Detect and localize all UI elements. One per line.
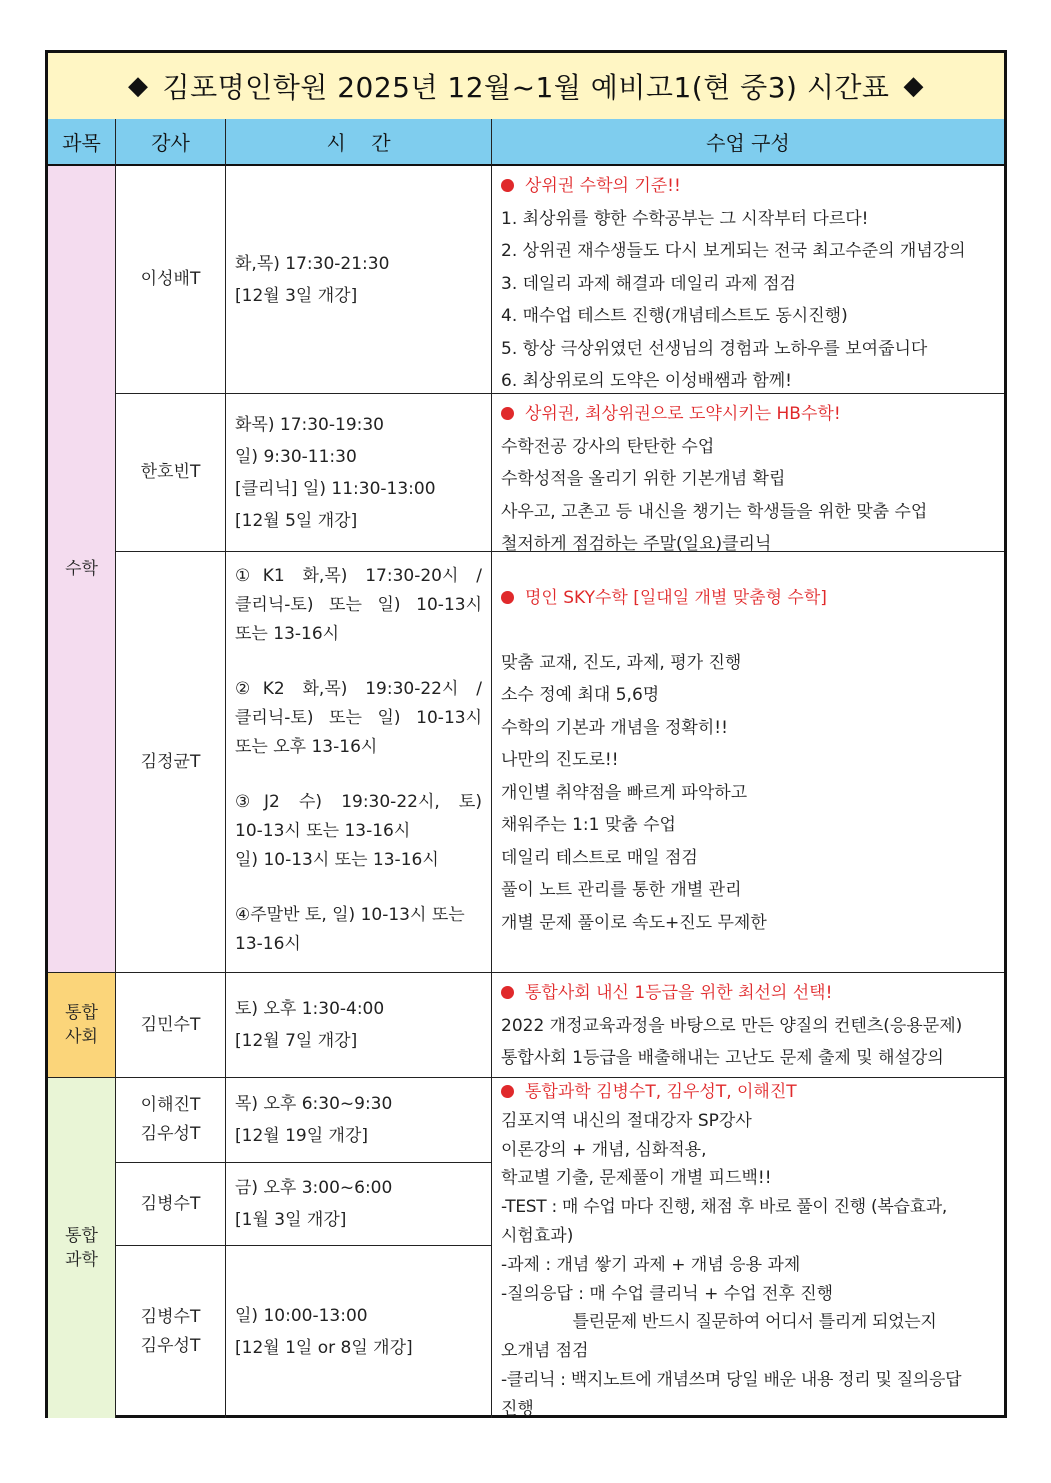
content-line: 3. 데일리 과제 해결과 데일리 과제 점검 bbox=[501, 273, 796, 294]
time-line: [12월 19일 개강] bbox=[235, 1126, 369, 1146]
content-science bbox=[492, 1078, 1004, 1418]
teacher-r5 bbox=[116, 1078, 226, 1163]
bullet-dot-icon bbox=[501, 591, 514, 604]
content-r1 bbox=[492, 166, 1004, 394]
timetable bbox=[45, 50, 1007, 1418]
time-line: [1월 3일 개강] bbox=[235, 1210, 347, 1230]
bullet-dot-icon bbox=[501, 1085, 514, 1098]
teacher-r1: 이성배T bbox=[116, 166, 226, 394]
time-line: [12월 7일 개강] bbox=[235, 1031, 358, 1051]
time-line: [12월 1일 or 8일 개강] bbox=[235, 1338, 413, 1358]
time-line: ④주말반 토, 일) 10-13시 또는 bbox=[235, 905, 465, 925]
time-line: 클리닉-토) 또는 일) 10-13시 bbox=[235, 708, 482, 728]
teacher-r3: 김정균T bbox=[116, 552, 226, 973]
content-headline: 통합과학 김병수T, 김우성T, 이해진T bbox=[501, 1078, 996, 1107]
content-line: 수학전공 강사의 탄탄한 수업 bbox=[501, 436, 715, 457]
diamond-right-icon: ◆ bbox=[903, 71, 924, 101]
content-line: 1. 최상위를 향한 수학공부는 그 시작부터 다르다! bbox=[501, 208, 869, 229]
teacher-r4: 김민수T bbox=[116, 973, 226, 1078]
content-line: 개별 문제 풀이로 속도+진도 무제한 bbox=[501, 912, 767, 933]
time-line: ①K1 화,목) 17:30-20시 / bbox=[235, 566, 482, 586]
content-line: 통합사회 1등급을 배출해내는 고난도 문제 출제 및 해설강의 bbox=[501, 1048, 944, 1068]
teacher-name: 김병수T bbox=[140, 1307, 201, 1327]
time-line: 10-13시 또는 13-16시 bbox=[235, 821, 411, 841]
content-line: 소수 정예 최대 5,6명 bbox=[501, 685, 660, 705]
content-line: -질의응답 : 매 수업 클리닉 + 수업 전후 진행 bbox=[501, 1283, 834, 1304]
content-r3 bbox=[492, 552, 1004, 973]
time-line: 또는 오후 13-16시 bbox=[235, 737, 378, 757]
content-headline: 상위권, 최상위권으로 도약시키는 HB수학! bbox=[501, 398, 996, 431]
time-r4 bbox=[226, 973, 492, 1078]
content-line: 시험효과) bbox=[501, 1225, 574, 1246]
content-line: -클리닉 : 백지노트에 개념쓰며 당일 배운 내용 정리 및 질의응답 bbox=[501, 1369, 962, 1390]
content-line: -TEST : 매 수업 마다 진행, 채점 후 바로 풀이 진행 (복습효과, bbox=[501, 1197, 947, 1218]
content-line: 사우고, 고촌고 등 내신을 챙기는 학생들을 위한 맞춤 수업 bbox=[501, 501, 928, 522]
time-line: 토) 오후 1:30-4:00 bbox=[235, 999, 385, 1019]
content-line: 김포지역 내신의 절대강자 SP강사 bbox=[501, 1110, 752, 1131]
header-subject: 과목 bbox=[48, 119, 116, 166]
teacher-name: 김우성T bbox=[140, 1336, 201, 1356]
content-line: 이론강의 + 개념, 심화적용, bbox=[501, 1139, 707, 1160]
bullet-dot-icon bbox=[501, 179, 514, 192]
subject-social: 통합 사회 bbox=[48, 973, 116, 1078]
content-line: 개인별 취약점을 빠르게 파악하고 bbox=[501, 782, 748, 803]
time-line: 금) 오후 3:00~6:00 bbox=[235, 1178, 393, 1198]
time-line: [12월 3일 개강] bbox=[235, 285, 358, 306]
subject-math: 수학 bbox=[48, 166, 116, 973]
teacher-r2: 한호빈T bbox=[116, 394, 226, 552]
time-r6 bbox=[226, 1163, 492, 1246]
subject-science: 통합 과학 bbox=[48, 1078, 116, 1418]
content-line: 학교별 기출, 문제풀이 개별 피드백!! bbox=[501, 1168, 772, 1189]
header-teacher: 강사 bbox=[116, 119, 226, 166]
content-line: 오개념 점검 bbox=[501, 1341, 589, 1362]
title-text: 김포명인학원 2025년 12월~1월 예비고1(현 중3) 시간표 bbox=[162, 71, 890, 104]
content-line: 4. 매수업 테스트 진행(개념테스트도 동시진행) bbox=[501, 306, 848, 326]
content-line: 수학의 기본과 개념을 정확히!! bbox=[501, 717, 728, 738]
content-line: 2. 상위권 재수생들도 다시 보게되는 전국 최고수준의 개념강의 bbox=[501, 241, 966, 261]
time-line: 13-16시 bbox=[235, 934, 301, 954]
time-line: 목) 오후 6:30~9:30 bbox=[235, 1094, 393, 1114]
content-r2 bbox=[492, 394, 1004, 552]
time-r3 bbox=[226, 552, 492, 973]
content-line: 채워주는 1:1 맞춤 수업 bbox=[501, 815, 676, 835]
time-line: 화,목) 17:30-21:30 bbox=[235, 253, 390, 274]
time-line: [클리닉] 일) 11:30-13:00 bbox=[235, 478, 436, 499]
time-line: 화목) 17:30-19:30 bbox=[235, 414, 384, 435]
time-r2 bbox=[226, 394, 492, 552]
teacher-r6: 김병수T bbox=[116, 1163, 226, 1246]
content-line: 철저하게 점검하는 주말(일요)클리닉 bbox=[501, 534, 772, 554]
time-line: 또는 13-16시 bbox=[235, 624, 340, 644]
time-line: 일) 10:00-13:00 bbox=[235, 1306, 368, 1326]
content-line: 맞춤 교재, 진도, 과제, 평가 진행 bbox=[501, 652, 742, 673]
header-time: 시 간 bbox=[226, 119, 492, 166]
content-line: 2022 개정교육과정을 바탕으로 만든 양질의 컨텐츠(응용문제) bbox=[501, 1015, 963, 1036]
time-line: [12월 5일 개강] bbox=[235, 510, 358, 531]
content-line: 풀이 노트 관리를 통한 개별 관리 bbox=[501, 880, 742, 900]
content-line: 데일리 테스트로 매일 점검 bbox=[501, 847, 698, 868]
content-line: 수학성적을 올리기 위한 기본개념 확립 bbox=[501, 469, 786, 489]
teacher-r7 bbox=[116, 1246, 226, 1418]
content-headline: 상위권 수학의 기준!! bbox=[501, 170, 996, 203]
time-r1 bbox=[226, 166, 492, 394]
time-line: ③J2 수) 19:30-22시, 토) bbox=[235, 792, 482, 812]
time-line: ②K2 화,목) 19:30-22시 / bbox=[235, 679, 482, 699]
timetable-title bbox=[48, 53, 1004, 121]
time-line: 클리닉-토) 또는 일) 10-13시 bbox=[235, 595, 482, 615]
content-headline: 명인 SKY수학 [일대일 개별 맞춤형 수학] bbox=[501, 582, 996, 615]
header-content: 수업 구성 bbox=[492, 119, 1004, 166]
time-line: 일) 10-13시 또는 13-16시 bbox=[235, 850, 439, 870]
content-line: 6. 최상위로의 도약은 이성배쌤과 함께! bbox=[501, 371, 792, 391]
bullet-dot-icon bbox=[501, 986, 514, 999]
content-r4 bbox=[492, 973, 1004, 1078]
content-headline: 통합사회 내신 1등급을 위한 최선의 선택! bbox=[501, 977, 996, 1010]
content-line: 진행 bbox=[501, 1398, 534, 1419]
content-line: 틀린문제 반드시 질문하여 어디서 틀리게 되었는지 bbox=[501, 1312, 937, 1333]
teacher-name: 이해진T bbox=[140, 1095, 201, 1115]
content-line: -과제 : 개념 쌓기 과제 + 개념 응용 과제 bbox=[501, 1254, 801, 1275]
content-line: 5. 항상 극상위였던 선생님의 경험과 노하우를 보여줍니다 bbox=[501, 338, 928, 359]
bullet-dot-icon bbox=[501, 407, 514, 420]
time-r7 bbox=[226, 1246, 492, 1418]
teacher-name: 김우성T bbox=[140, 1124, 201, 1144]
content-line: 나만의 진도로!! bbox=[501, 750, 619, 770]
diamond-left-icon: ◆ bbox=[128, 71, 149, 101]
time-r5 bbox=[226, 1078, 492, 1163]
time-line: 일) 9:30-11:30 bbox=[235, 446, 357, 467]
